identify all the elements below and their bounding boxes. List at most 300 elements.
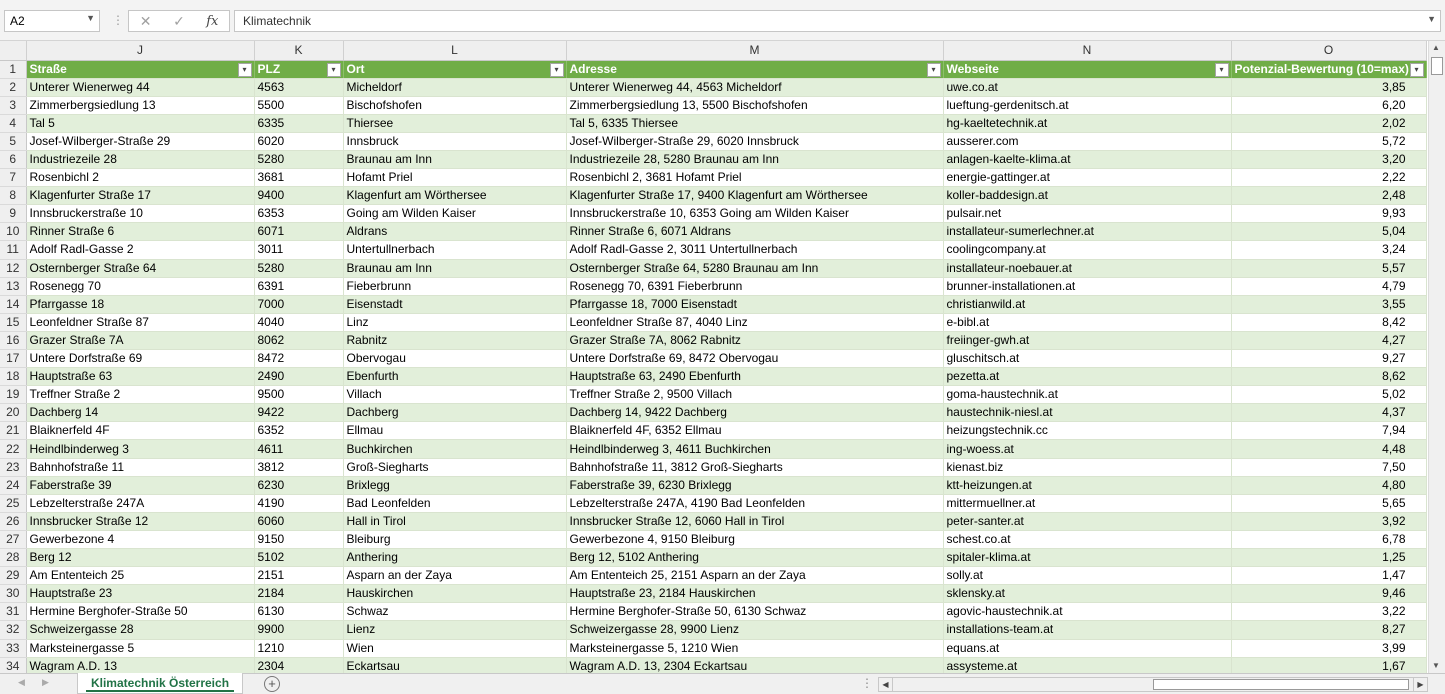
table-cell[interactable]: 9400 bbox=[254, 187, 343, 205]
table-header-cell[interactable] bbox=[1231, 60, 1426, 78]
table-cell[interactable]: Eisenstadt bbox=[343, 295, 566, 313]
row-header[interactable]: 7 bbox=[0, 169, 26, 187]
tab-split-handle-icon[interactable]: ⋮ bbox=[861, 676, 873, 690]
table-cell[interactable]: lueftung-gerdenitsch.at bbox=[943, 96, 1231, 114]
table-cell[interactable]: Gewerbezone 4, 9150 Bleiburg bbox=[566, 530, 943, 548]
table-cell[interactable]: 9900 bbox=[254, 621, 343, 639]
table-cell[interactable]: 4,48 bbox=[1231, 440, 1426, 458]
table-cell[interactable]: Fieberbrunn bbox=[343, 277, 566, 295]
table-cell[interactable]: Rinner Straße 6, 6071 Aldrans bbox=[566, 223, 943, 241]
table-cell[interactable]: 3,55 bbox=[1231, 295, 1426, 313]
filter-dropdown-icon[interactable]: ▾ bbox=[238, 63, 252, 77]
table-cell[interactable]: 4611 bbox=[254, 440, 343, 458]
row-header[interactable]: 31 bbox=[0, 603, 26, 621]
table-cell[interactable]: ausserer.com bbox=[943, 132, 1231, 150]
table-cell[interactable]: Hauskirchen bbox=[343, 585, 566, 603]
table-cell[interactable]: 6060 bbox=[254, 512, 343, 530]
table-cell[interactable]: Innsbruck bbox=[343, 132, 566, 150]
table-cell[interactable]: Josef-Wilberger-Straße 29, 6020 Innsbruck bbox=[566, 132, 943, 150]
table-cell[interactable]: 8472 bbox=[254, 350, 343, 368]
table-cell[interactable]: Innsbruckerstraße 10 bbox=[26, 205, 254, 223]
table-cell[interactable]: Leonfeldner Straße 87, 4040 Linz bbox=[566, 313, 943, 331]
table-cell[interactable]: 8,62 bbox=[1231, 368, 1426, 386]
row-header[interactable]: 22 bbox=[0, 440, 26, 458]
table-cell[interactable]: 9,27 bbox=[1231, 350, 1426, 368]
row-header[interactable]: 32 bbox=[0, 621, 26, 639]
table-cell[interactable]: haustechnik-niesl.at bbox=[943, 404, 1231, 422]
table-cell[interactable]: peter-santer.at bbox=[943, 512, 1231, 530]
row-header[interactable]: 15 bbox=[0, 313, 26, 331]
table-cell[interactable]: Aldrans bbox=[343, 223, 566, 241]
formula-buttons bbox=[128, 10, 230, 32]
table-cell[interactable]: Hall in Tirol bbox=[343, 512, 566, 530]
table-cell[interactable]: 2151 bbox=[254, 567, 343, 585]
table-cell[interactable]: Unterer Wienerweg 44, 4563 Micheldorf bbox=[566, 78, 943, 96]
formula-input[interactable] bbox=[234, 10, 1441, 32]
table-cell[interactable]: Bahnhofstraße 11, 3812 Groß-Siegharts bbox=[566, 458, 943, 476]
table-cell[interactable]: Ebenfurth bbox=[343, 368, 566, 386]
table-cell[interactable]: 2,22 bbox=[1231, 169, 1426, 187]
row-header[interactable]: 23 bbox=[0, 458, 26, 476]
row-header[interactable]: 20 bbox=[0, 404, 26, 422]
table-cell[interactable]: Pfarrgasse 18 bbox=[26, 295, 254, 313]
table-cell[interactable]: Rabnitz bbox=[343, 331, 566, 349]
table-cell[interactable]: 1,67 bbox=[1231, 657, 1426, 673]
row-header[interactable]: 27 bbox=[0, 530, 26, 548]
add-sheet-icon[interactable]: + bbox=[264, 676, 280, 692]
vertical-dots-icon: ⋮ bbox=[112, 13, 123, 27]
table-cell[interactable]: 7000 bbox=[254, 295, 343, 313]
row-header[interactable]: 33 bbox=[0, 639, 26, 657]
table-cell[interactable]: Schwaz bbox=[343, 603, 566, 621]
table-row bbox=[0, 169, 1426, 187]
table-row bbox=[0, 530, 1426, 548]
scroll-down-icon[interactable]: ▼ bbox=[1432, 661, 1440, 670]
table-cell[interactable]: 4190 bbox=[254, 494, 343, 512]
table-cell[interactable]: Heindlbinderweg 3 bbox=[26, 440, 254, 458]
row-header[interactable]: 11 bbox=[0, 241, 26, 259]
table-cell[interactable]: Ellmau bbox=[343, 422, 566, 440]
table-cell[interactable]: 3812 bbox=[254, 458, 343, 476]
row-header[interactable]: 34 bbox=[0, 657, 26, 673]
table-cell[interactable]: 8062 bbox=[254, 331, 343, 349]
expand-formula-bar-icon[interactable]: ▼ bbox=[1427, 14, 1436, 24]
table-cell[interactable]: Industriezeile 28 bbox=[26, 150, 254, 168]
table-cell[interactable]: Blaiknerfeld 4F, 6352 Ellmau bbox=[566, 422, 943, 440]
header-label: Ort bbox=[346, 61, 365, 76]
row-header[interactable]: 4 bbox=[0, 114, 26, 132]
table-cell[interactable]: Innsbrucker Straße 12 bbox=[26, 512, 254, 530]
table-cell[interactable]: Berg 12, 5102 Anthering bbox=[566, 549, 943, 567]
row-header[interactable]: 28 bbox=[0, 549, 26, 567]
table-header-cell[interactable] bbox=[26, 60, 254, 78]
horizontal-scrollbar[interactable] bbox=[878, 677, 1428, 692]
table-cell[interactable]: 1210 bbox=[254, 639, 343, 657]
table-cell[interactable]: 6130 bbox=[254, 603, 343, 621]
table-cell[interactable]: 2304 bbox=[254, 657, 343, 673]
row-header[interactable]: 30 bbox=[0, 585, 26, 603]
table-cell[interactable]: Hauptstraße 63, 2490 Ebenfurth bbox=[566, 368, 943, 386]
table-row bbox=[0, 621, 1426, 639]
table-cell[interactable]: Adolf Radl-Gasse 2, 3011 Untertullnerbach bbox=[566, 241, 943, 259]
header-label: Webseite bbox=[946, 61, 999, 76]
filter-dropdown-icon[interactable]: ▾ bbox=[1215, 63, 1229, 77]
table-cell[interactable]: Industriezeile 28, 5280 Braunau am Inn bbox=[566, 150, 943, 168]
table-cell[interactable]: 5,04 bbox=[1231, 223, 1426, 241]
table-cell[interactable]: pulsair.net bbox=[943, 205, 1231, 223]
table-cell[interactable]: 2490 bbox=[254, 368, 343, 386]
table-row bbox=[0, 368, 1426, 386]
table-cell[interactable]: Hermine Berghofer-Straße 50 bbox=[26, 603, 254, 621]
table-cell[interactable]: Rinner Straße 6 bbox=[26, 223, 254, 241]
table-cell[interactable]: Tal 5, 6335 Thiersee bbox=[566, 114, 943, 132]
table-cell[interactable]: 5,65 bbox=[1231, 494, 1426, 512]
table-cell[interactable]: 5280 bbox=[254, 150, 343, 168]
table-cell[interactable]: Klagenfurt am Wörthersee bbox=[343, 187, 566, 205]
table-cell[interactable]: 3,20 bbox=[1231, 150, 1426, 168]
table-cell[interactable]: Thiersee bbox=[343, 114, 566, 132]
table-cell[interactable]: Klagenfurter Straße 17 bbox=[26, 187, 254, 205]
table-cell[interactable]: Schweizergasse 28 bbox=[26, 621, 254, 639]
table-cell[interactable]: 9,93 bbox=[1231, 205, 1426, 223]
table-cell[interactable]: Hofamt Priel bbox=[343, 169, 566, 187]
table-cell[interactable]: Hauptstraße 63 bbox=[26, 368, 254, 386]
table-cell[interactable]: uwe.co.at bbox=[943, 78, 1231, 96]
table-cell[interactable]: Hauptstraße 23 bbox=[26, 585, 254, 603]
table-cell[interactable]: 6,20 bbox=[1231, 96, 1426, 114]
table-cell[interactable]: christianwild.at bbox=[943, 295, 1231, 313]
table-cell[interactable]: Grazer Straße 7A bbox=[26, 331, 254, 349]
table-cell[interactable]: pezetta.at bbox=[943, 368, 1231, 386]
next-sheet-icon[interactable]: ▶ bbox=[42, 677, 49, 687]
table-cell[interactable]: installateur-sumerlechner.at bbox=[943, 223, 1231, 241]
table-cell[interactable]: 2,48 bbox=[1231, 187, 1426, 205]
table-row bbox=[0, 422, 1426, 440]
table-row bbox=[0, 223, 1426, 241]
table-cell[interactable]: 3681 bbox=[254, 169, 343, 187]
table-cell[interactable]: Pfarrgasse 18, 7000 Eisenstadt bbox=[566, 295, 943, 313]
table-cell[interactable]: Wagram A.D. 13 bbox=[26, 657, 254, 673]
table-cell[interactable]: Lebzelterstraße 247A bbox=[26, 494, 254, 512]
table-row bbox=[0, 657, 1426, 673]
table-row bbox=[0, 549, 1426, 567]
row-header[interactable]: 19 bbox=[0, 386, 26, 404]
table-cell[interactable]: Hermine Berghofer-Straße 50, 6130 Schwaz bbox=[566, 603, 943, 621]
table-cell[interactable]: 6071 bbox=[254, 223, 343, 241]
table-cell[interactable]: 7,50 bbox=[1231, 458, 1426, 476]
table-cell[interactable]: Unterer Wienerweg 44 bbox=[26, 78, 254, 96]
table-cell[interactable]: Gewerbezone 4 bbox=[26, 530, 254, 548]
row-header[interactable]: 21 bbox=[0, 422, 26, 440]
table-cell[interactable]: 2184 bbox=[254, 585, 343, 603]
table-cell[interactable]: 3,24 bbox=[1231, 241, 1426, 259]
table-cell[interactable]: Berg 12 bbox=[26, 549, 254, 567]
table-cell[interactable]: 6391 bbox=[254, 277, 343, 295]
horizontal-scroll-thumb[interactable] bbox=[1153, 679, 1409, 690]
table-cell[interactable]: Blaiknerfeld 4F bbox=[26, 422, 254, 440]
table-cell[interactable]: 6352 bbox=[254, 422, 343, 440]
row-header[interactable]: 3 bbox=[0, 96, 26, 114]
table-cell[interactable]: Rosenegg 70, 6391 Fieberbrunn bbox=[566, 277, 943, 295]
table-cell[interactable]: 6353 bbox=[254, 205, 343, 223]
table-cell[interactable]: Osternberger Straße 64 bbox=[26, 259, 254, 277]
table-cell[interactable]: kienast.biz bbox=[943, 458, 1231, 476]
table-cell[interactable]: Hauptstraße 23, 2184 Hauskirchen bbox=[566, 585, 943, 603]
header-label: PLZ bbox=[257, 61, 281, 76]
table-cell[interactable]: Tal 5 bbox=[26, 114, 254, 132]
table-cell[interactable]: sklensky.at bbox=[943, 585, 1231, 603]
table-cell[interactable]: Buchkirchen bbox=[343, 440, 566, 458]
table-cell[interactable]: Marksteinergasse 5 bbox=[26, 639, 254, 657]
row-header[interactable]: 2 bbox=[0, 78, 26, 96]
table-cell[interactable]: anlagen-kaelte-klima.at bbox=[943, 150, 1231, 168]
table-cell[interactable]: Am Ententeich 25 bbox=[26, 567, 254, 585]
table-cell[interactable]: 3,99 bbox=[1231, 639, 1426, 657]
table-cell[interactable]: 2,02 bbox=[1231, 114, 1426, 132]
table-cell[interactable]: spitaler-klima.at bbox=[943, 549, 1231, 567]
table-cell[interactable]: 6335 bbox=[254, 114, 343, 132]
name-box-value: A2 bbox=[10, 14, 25, 28]
table-cell[interactable]: 7,94 bbox=[1231, 422, 1426, 440]
cancel-icon[interactable]: ✕ bbox=[139, 12, 152, 29]
row-header[interactable]: 26 bbox=[0, 512, 26, 530]
prev-sheet-icon[interactable]: ◀ bbox=[18, 677, 25, 687]
table-cell[interactable]: 5500 bbox=[254, 96, 343, 114]
table-cell[interactable]: Rosenbichl 2 bbox=[26, 169, 254, 187]
select-all-corner[interactable] bbox=[0, 41, 26, 60]
sheet-tab-bar bbox=[0, 673, 1445, 694]
column-header-l[interactable]: L bbox=[343, 41, 566, 60]
table-cell[interactable]: 4563 bbox=[254, 78, 343, 96]
table-cell[interactable]: Zimmerbergsiedlung 13, 5500 Bischofshofen bbox=[566, 96, 943, 114]
table-cell[interactable]: schest.co.at bbox=[943, 530, 1231, 548]
table-cell[interactable]: 8,27 bbox=[1231, 621, 1426, 639]
table-row bbox=[0, 295, 1426, 313]
table-cell[interactable]: Osternberger Straße 64, 5280 Braunau am Inn bbox=[566, 259, 943, 277]
column-header-o[interactable]: O bbox=[1231, 41, 1426, 60]
table-cell[interactable]: heizungstechnik.cc bbox=[943, 422, 1231, 440]
table-cell[interactable]: Brixlegg bbox=[343, 476, 566, 494]
table-cell[interactable]: 5,02 bbox=[1231, 386, 1426, 404]
chevron-down-icon[interactable]: ▼ bbox=[86, 13, 95, 23]
table-cell[interactable]: 9,46 bbox=[1231, 585, 1426, 603]
table-cell[interactable]: 4,37 bbox=[1231, 404, 1426, 422]
table-header-cell[interactable] bbox=[254, 60, 343, 78]
sheet-tab-klimatechnik[interactable] bbox=[77, 673, 243, 694]
table-cell[interactable]: koller-baddesign.at bbox=[943, 187, 1231, 205]
table-cell[interactable]: 6020 bbox=[254, 132, 343, 150]
table-cell[interactable]: 6,78 bbox=[1231, 530, 1426, 548]
table-cell[interactable]: solly.at bbox=[943, 567, 1231, 585]
table-cell[interactable]: 5280 bbox=[254, 259, 343, 277]
table-cell[interactable]: Innsbruckerstraße 10, 6353 Going am Wilden Kaiser bbox=[566, 205, 943, 223]
table-row bbox=[0, 603, 1426, 621]
table-cell[interactable]: Leonfeldner Straße 87 bbox=[26, 313, 254, 331]
table-cell[interactable]: Untere Dorfstraße 69, 8472 Obervogau bbox=[566, 350, 943, 368]
table-header-cell[interactable] bbox=[943, 60, 1231, 78]
row-header[interactable]: 6 bbox=[0, 150, 26, 168]
table-cell[interactable]: Dachberg 14 bbox=[26, 404, 254, 422]
table-cell[interactable]: 9422 bbox=[254, 404, 343, 422]
table-cell[interactable]: Dachberg 14, 9422 Dachberg bbox=[566, 404, 943, 422]
table-cell[interactable]: 5102 bbox=[254, 549, 343, 567]
table-cell[interactable]: 3011 bbox=[254, 241, 343, 259]
table-row bbox=[0, 440, 1426, 458]
scroll-right-icon[interactable]: ▶ bbox=[1413, 678, 1427, 691]
row-header[interactable]: 8 bbox=[0, 187, 26, 205]
row-header[interactable]: 13 bbox=[0, 277, 26, 295]
column-header-m[interactable]: M bbox=[566, 41, 943, 60]
table-cell[interactable]: Braunau am Inn bbox=[343, 259, 566, 277]
table-cell[interactable]: ing-woess.at bbox=[943, 440, 1231, 458]
column-header-j[interactable]: J bbox=[26, 41, 254, 60]
table-row bbox=[0, 494, 1426, 512]
row-header[interactable]: 18 bbox=[0, 368, 26, 386]
table-cell[interactable]: hg-kaeltetechnik.at bbox=[943, 114, 1231, 132]
scroll-left-icon[interactable]: ◀ bbox=[879, 678, 893, 691]
table-row bbox=[0, 567, 1426, 585]
table-cell[interactable]: 5,72 bbox=[1231, 132, 1426, 150]
table-cell[interactable]: 5,57 bbox=[1231, 259, 1426, 277]
table-cell[interactable]: ktt-heizungen.at bbox=[943, 476, 1231, 494]
table-cell[interactable]: 1,25 bbox=[1231, 549, 1426, 567]
vertical-scrollbar[interactable] bbox=[1428, 41, 1445, 673]
table-cell[interactable]: Zimmerbergsiedlung 13 bbox=[26, 96, 254, 114]
table-cell[interactable]: 3,22 bbox=[1231, 603, 1426, 621]
table-cell[interactable]: Untertullnerbach bbox=[343, 241, 566, 259]
table-cell[interactable]: Wien bbox=[343, 639, 566, 657]
name-box[interactable] bbox=[4, 10, 100, 32]
table-cell[interactable]: Bischofshofen bbox=[343, 96, 566, 114]
table-cell[interactable]: Eckartsau bbox=[343, 657, 566, 673]
table-cell[interactable]: 3,85 bbox=[1231, 78, 1426, 96]
table-cell[interactable]: installations-team.at bbox=[943, 621, 1231, 639]
table-cell[interactable]: 4040 bbox=[254, 313, 343, 331]
table-cell[interactable]: Obervogau bbox=[343, 350, 566, 368]
row-header[interactable]: 10 bbox=[0, 223, 26, 241]
table-cell[interactable]: Heindlbinderweg 3, 4611 Buchkirchen bbox=[566, 440, 943, 458]
table-cell[interactable]: Lienz bbox=[343, 621, 566, 639]
column-header-k[interactable]: K bbox=[254, 41, 343, 60]
table-cell[interactable]: Rosenbichl 2, 3681 Hofamt Priel bbox=[566, 169, 943, 187]
row-header[interactable]: 24 bbox=[0, 476, 26, 494]
table-header-cell[interactable] bbox=[343, 60, 566, 78]
table-cell[interactable]: e-bibl.at bbox=[943, 313, 1231, 331]
table-cell[interactable]: Innsbrucker Straße 12, 6060 Hall in Tirol bbox=[566, 512, 943, 530]
table-cell[interactable]: 9500 bbox=[254, 386, 343, 404]
table-cell[interactable]: Wagram A.D. 13, 2304 Eckartsau bbox=[566, 657, 943, 673]
filter-dropdown-icon[interactable]: ▾ bbox=[1410, 63, 1424, 77]
table-cell[interactable]: goma-haustechnik.at bbox=[943, 386, 1231, 404]
table-cell[interactable]: mittermuellner.at bbox=[943, 494, 1231, 512]
row-header[interactable]: 17 bbox=[0, 350, 26, 368]
table-cell[interactable]: Asparn an der Zaya bbox=[343, 567, 566, 585]
table-cell[interactable]: Linz bbox=[343, 313, 566, 331]
table-cell[interactable]: 3,92 bbox=[1231, 512, 1426, 530]
table-cell[interactable]: Bad Leonfelden bbox=[343, 494, 566, 512]
row-header[interactable]: 5 bbox=[0, 132, 26, 150]
enter-icon[interactable]: ✓ bbox=[173, 12, 185, 29]
table-cell[interactable]: gluschitsch.at bbox=[943, 350, 1231, 368]
header-label: Adresse bbox=[569, 61, 617, 76]
table-cell[interactable]: 4,80 bbox=[1231, 476, 1426, 494]
table-cell[interactable]: Anthering bbox=[343, 549, 566, 567]
table-cell[interactable]: Bahnhofstraße 11 bbox=[26, 458, 254, 476]
table-cell[interactable]: Rosenegg 70 bbox=[26, 277, 254, 295]
row-header[interactable]: 12 bbox=[0, 259, 26, 277]
table-cell[interactable]: Schweizergasse 28, 9900 Lienz bbox=[566, 621, 943, 639]
table-cell[interactable]: 1,47 bbox=[1231, 567, 1426, 585]
column-header-n[interactable]: N bbox=[943, 41, 1231, 60]
table-row bbox=[0, 350, 1426, 368]
table-cell[interactable]: installateur-noebauer.at bbox=[943, 259, 1231, 277]
filter-dropdown-icon[interactable]: ▾ bbox=[927, 63, 941, 77]
table-cell[interactable]: agovic-haustechnik.at bbox=[943, 603, 1231, 621]
table-row bbox=[0, 331, 1426, 349]
table-cell[interactable]: Grazer Straße 7A, 8062 Rabnitz bbox=[566, 331, 943, 349]
table-cell[interactable]: Adolf Radl-Gasse 2 bbox=[26, 241, 254, 259]
table-cell[interactable]: 4,27 bbox=[1231, 331, 1426, 349]
row-header[interactable]: 14 bbox=[0, 295, 26, 313]
filter-dropdown-icon[interactable]: ▾ bbox=[550, 63, 564, 77]
table-cell[interactable]: Bleiburg bbox=[343, 530, 566, 548]
table-cell[interactable]: equans.at bbox=[943, 639, 1231, 657]
row-header[interactable]: 1 bbox=[0, 60, 26, 78]
row-header[interactable]: 9 bbox=[0, 205, 26, 223]
table-cell[interactable]: Am Ententeich 25, 2151 Asparn an der Zaya bbox=[566, 567, 943, 585]
table-cell[interactable]: 4,79 bbox=[1231, 277, 1426, 295]
table-cell[interactable]: Marksteinergasse 5, 1210 Wien bbox=[566, 639, 943, 657]
table-row bbox=[0, 241, 1426, 259]
table-cell[interactable]: 9150 bbox=[254, 530, 343, 548]
table-cell[interactable]: assysteme.at bbox=[943, 657, 1231, 673]
table-header-cell[interactable] bbox=[566, 60, 943, 78]
scroll-up-icon[interactable]: ▲ bbox=[1432, 43, 1440, 52]
table-row bbox=[0, 78, 1426, 96]
table-cell[interactable]: Micheldorf bbox=[343, 78, 566, 96]
row-header[interactable]: 25 bbox=[0, 494, 26, 512]
table-row bbox=[0, 476, 1426, 494]
table-cell[interactable]: Untere Dorfstraße 69 bbox=[26, 350, 254, 368]
table-row bbox=[0, 512, 1426, 530]
table-cell[interactable]: Braunau am Inn bbox=[343, 150, 566, 168]
table-cell[interactable]: Faberstraße 39 bbox=[26, 476, 254, 494]
filter-dropdown-icon[interactable]: ▾ bbox=[327, 63, 341, 77]
table-cell[interactable]: Josef-Wilberger-Straße 29 bbox=[26, 132, 254, 150]
table-cell[interactable]: Dachberg bbox=[343, 404, 566, 422]
table-cell[interactable]: energie-gattinger.at bbox=[943, 169, 1231, 187]
table-cell[interactable]: Going am Wilden Kaiser bbox=[343, 205, 566, 223]
table-cell[interactable]: brunner-installationen.at bbox=[943, 277, 1231, 295]
table-cell[interactable]: Groß-Siegharts bbox=[343, 458, 566, 476]
sheet-tab-label: Klimatechnik Österreich bbox=[90, 676, 230, 690]
table-cell[interactable]: 6230 bbox=[254, 476, 343, 494]
table-row bbox=[0, 205, 1426, 223]
table-cell[interactable]: Villach bbox=[343, 386, 566, 404]
table-cell[interactable]: Treffner Straße 2, 9500 Villach bbox=[566, 386, 943, 404]
vertical-scroll-thumb[interactable] bbox=[1431, 57, 1443, 75]
row-header[interactable]: 29 bbox=[0, 567, 26, 585]
insert-function-icon[interactable]: fx bbox=[206, 13, 219, 29]
table-cell[interactable]: 8,42 bbox=[1231, 313, 1426, 331]
table-cell[interactable]: coolingcompany.at bbox=[943, 241, 1231, 259]
table-cell[interactable]: Klagenfurter Straße 17, 9400 Klagenfurt am Wörthersee bbox=[566, 187, 943, 205]
table-cell[interactable]: Treffner Straße 2 bbox=[26, 386, 254, 404]
row-header[interactable]: 16 bbox=[0, 331, 26, 349]
table-cell[interactable]: Lebzelterstraße 247A, 4190 Bad Leonfelden bbox=[566, 494, 943, 512]
table-cell[interactable]: Faberstraße 39, 6230 Brixlegg bbox=[566, 476, 943, 494]
table-cell[interactable]: freiinger-gwh.at bbox=[943, 331, 1231, 349]
